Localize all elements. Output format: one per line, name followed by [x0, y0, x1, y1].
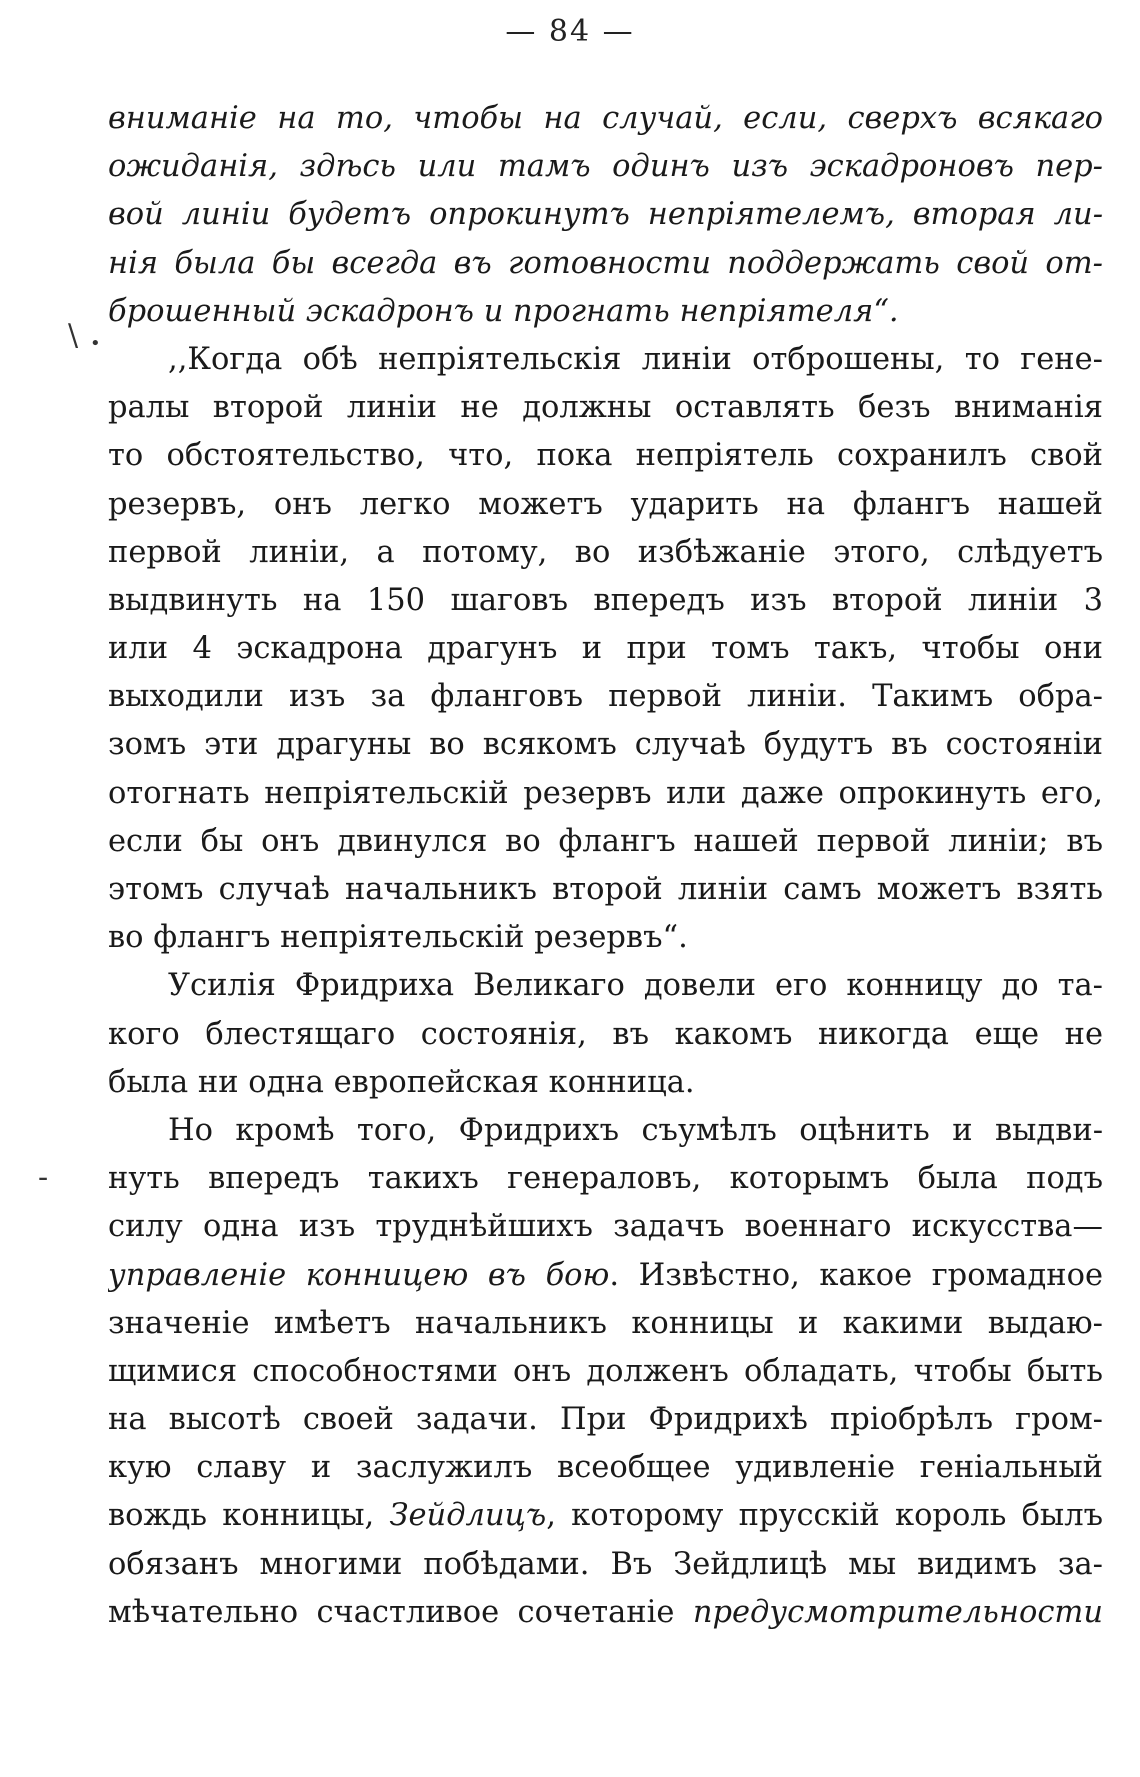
text-line	[108, 1107, 1103, 1155]
text-line	[108, 1348, 1103, 1396]
text-line	[108, 1300, 1103, 1348]
text-line	[108, 288, 1103, 336]
text-segment: выходили изъ за фланговъ первой линіи. Такимъ обра-	[108, 679, 1103, 715]
text-line	[108, 191, 1103, 239]
text-segment: Но кромѣ того, Фридрихъ съумѣлъ оцѣнить и выдви-	[168, 1112, 1103, 1148]
text-line	[108, 721, 1103, 769]
italic-text-segment: Зейдлицъ	[389, 1498, 547, 1534]
italic-text-segment: предусмотрительности	[692, 1594, 1103, 1630]
text-line	[108, 818, 1103, 866]
text-segment: резервъ, онъ легко можетъ ударить на флангъ нашей	[108, 486, 1103, 522]
text-line	[108, 1203, 1103, 1251]
text-line	[108, 240, 1103, 288]
text-line	[108, 384, 1103, 432]
page-number: — 84 —	[505, 14, 635, 49]
text-line	[108, 1444, 1103, 1492]
text-line	[108, 143, 1103, 191]
text-line	[108, 625, 1103, 673]
text-line	[108, 770, 1103, 818]
text-line	[108, 1155, 1103, 1203]
text-segment: или 4 эскадрона драгунъ и при томъ такъ, чтобы они	[108, 631, 1103, 667]
text-line	[108, 1252, 1103, 1300]
text-segment: была ни одна европейская конница.	[108, 1064, 695, 1100]
text-segment: значеніе имѣетъ начальникъ конницы и какими выдаю-	[108, 1305, 1103, 1341]
text-line	[108, 481, 1103, 529]
italic-text-segment: нія была бы всегда въ готовности поддержать свой от-	[108, 245, 1103, 281]
text-segment: нуть впередъ такихъ генераловъ, которымъ была подъ	[108, 1161, 1103, 1197]
text-line	[108, 914, 1103, 962]
text-segment: ,,Когда обѣ непріятельскія линіи отброшены, то гене-	[168, 341, 1103, 377]
text-segment: выдвинуть на 150 шаговъ впередъ изъ второй линіи 3	[108, 582, 1103, 618]
text-segment: щимися способностями онъ долженъ обладать, чтобы быть	[108, 1353, 1103, 1389]
text-segment: во флангъ непріятельскій резервъ“.	[108, 920, 688, 956]
text-segment: зомъ эти драгуны во всякомъ случаѣ будутъ въ состояніи	[108, 727, 1103, 763]
text-line	[108, 962, 1103, 1010]
text-segment: вождь конницы,	[108, 1498, 390, 1534]
text-line	[108, 1589, 1103, 1637]
text-segment: на высотѣ своей задачи. При Фридрихѣ пріобрѣлъ гром-	[108, 1402, 1103, 1438]
text-segment: обязанъ многими побѣдами. Въ Зейдлицѣ мы видимъ за-	[108, 1546, 1103, 1582]
text-line	[108, 95, 1103, 143]
text-line	[108, 1396, 1103, 1444]
text-segment: отогнать непріятельскій резервъ или даже опрокинуть его,	[108, 775, 1103, 811]
text-segment: то обстоятельство, что, пока непріятель сохранилъ свой	[108, 438, 1103, 474]
text-line	[108, 1492, 1103, 1540]
text-segment: ралы второй линіи не должны оставлять безъ вниманія	[108, 390, 1103, 426]
body-text	[108, 95, 1103, 1637]
text-line	[108, 336, 1103, 384]
text-line	[108, 673, 1103, 721]
text-segment: первой линіи, а потому, во избѣжаніе этого, слѣдуетъ	[108, 534, 1103, 570]
text-segment: . Извѣстно, какое громадное	[609, 1257, 1103, 1293]
italic-text-segment: вниманіе на то, чтобы на случай, если, сверхъ всякаго	[108, 101, 1103, 136]
text-segment: Усилія Фридриха Великаго довели его конницу до та-	[168, 968, 1103, 1004]
text-segment: этомъ случаѣ начальникъ второй линіи самъ можетъ взять	[108, 872, 1103, 907]
text-line	[108, 432, 1103, 480]
margin-mark-dot: •	[90, 333, 101, 354]
italic-text-segment: вой линіи будетъ опрокинутъ непріятелемъ, вторая ли-	[108, 197, 1103, 233]
text-line	[108, 529, 1103, 577]
text-line	[108, 1059, 1103, 1107]
text-segment: если бы онъ двинулся во флангъ нашей первой линіи; въ	[108, 823, 1103, 859]
text-segment: мѣчательно счастливое сочетаніе	[108, 1594, 693, 1630]
italic-text-segment: управленіе конницею въ бою	[108, 1257, 610, 1293]
text-segment: силу одна изъ труднѣйшихъ задачъ военнаго искусства—	[108, 1209, 1103, 1245]
text-line	[108, 1011, 1103, 1059]
text-segment: кого блестящаго состоянія, въ какомъ никогда еще не	[108, 1016, 1103, 1052]
text-line	[108, 577, 1103, 625]
text-segment: кую славу и заслужилъ всеобщее удивленіе геніальный	[108, 1450, 1103, 1486]
text-segment: , которому прусскій король былъ	[546, 1498, 1103, 1534]
text-line	[108, 1541, 1103, 1589]
italic-text-segment: брошенный эскадронъ и прогнать непріятеля“.	[108, 293, 899, 329]
italic-text-segment: ожиданія, здѣсь или тамъ одинъ изъ эскадроновъ пер-	[108, 149, 1103, 185]
text-line	[108, 866, 1103, 914]
margin-mark-dash: -	[38, 1160, 49, 1195]
margin-mark-backslash: \	[68, 318, 79, 353]
